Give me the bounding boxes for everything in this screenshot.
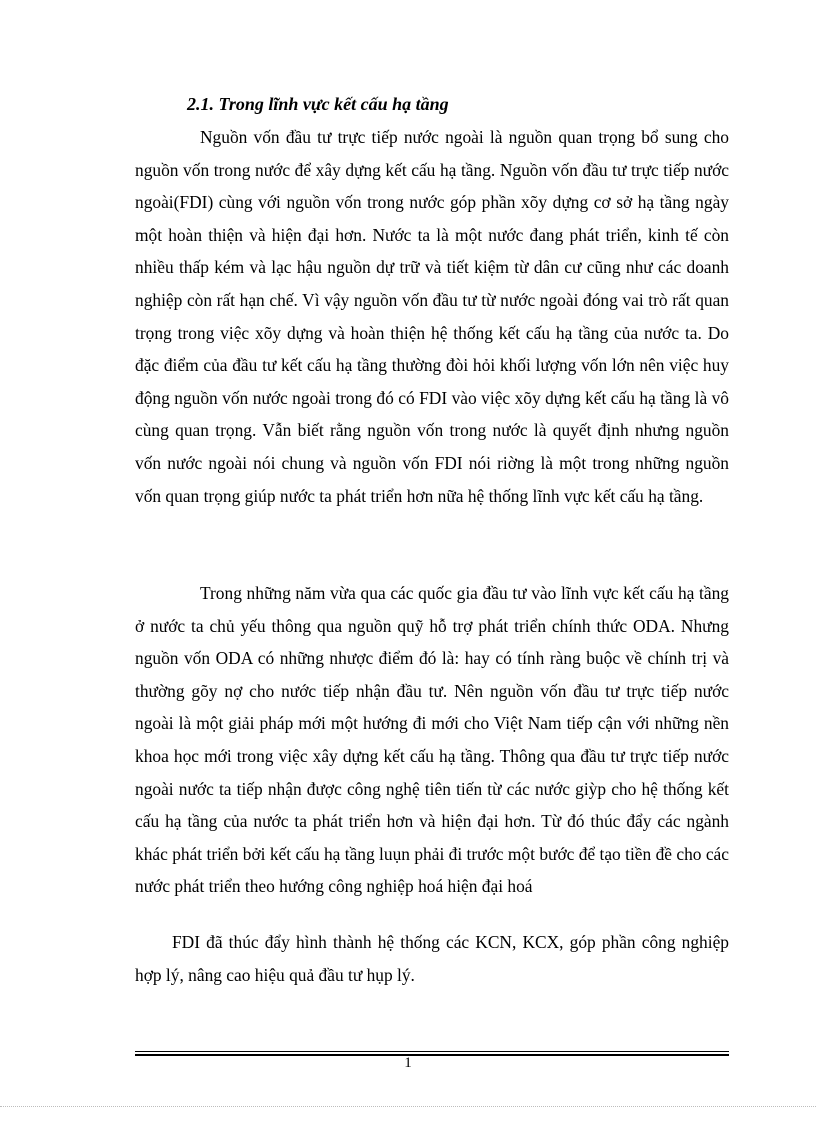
paragraph-text: FDI đã thúc đẩy hình thành hệ thống các KCN, KCX, góp phần công nghiệp hợp lý, nâng cao hiệu quả đầu tư hụp lý. xyxy=(135,932,729,985)
page-number: 1 xyxy=(404,1055,412,1071)
paragraph-infrastructure-funding xyxy=(135,121,729,512)
paragraph-text: Nguồn vốn đầu tư trực tiếp nước ngoài là nguồn quan trọng bổ sung cho nguồn vốn trong nước để xây dựng kết cấu hạ tầng. Nguồn vốn đầu tư trực tiếp nước ngoài(FDI) cùng với nguồn vốn trong nước góp phần xõy dựng cơ sở hạ tầng ngày một hoàn thiện và hiện đại hơn. Nước ta là một nước đang phát triển, kinh tế còn nhiều thấp kém và lạc hậu nguồn dự trữ và tiết kiệm từ dân cư cũng như các doanh nghiệp còn rất hạn chế. Vì vậy nguồn vốn đầu tư từ nước ngoài đóng vai trò rất quan trọng trong việc xõy dựng và hoàn thiện hệ thống kết cấu hạ tầng của nước ta. Do đặc điểm của đầu tư kết cấu hạ tầng thường đòi hỏi khối lượng vốn lớn nên việc huy động nguồn vốn nước ngoài trong đó có FDI vào việc xõy dựng kết cấu hạ tầng là vô cùng quan trọng. Vẫn biết rằng nguồn vốn trong nước là quyết định nhưng nguồn vốn nước ngoài nói chung và nguồn vốn FDI nói riờng là một trong những nguồn vốn quan trọng giúp nước ta phát triển hơn nữa hệ thống lĩnh vực kết cấu hạ tầng. xyxy=(135,127,729,506)
paragraph-text: Trong những năm vừa qua các quốc gia đầu tư vào lĩnh vực kết cấu hạ tầng ở nước ta chủ yếu thông qua nguồn quỹ hỗ trợ phát triển chính thức ODA. Nhưng nguồn vốn ODA có những nhược điểm đó là: hay có tính ràng buộc về chính trị và thường gõy nợ cho nước tiếp nhận đầu tư. Nên nguồn vốn đầu tư trực tiếp nước ngoài là một giải pháp mới một hướng đi mới cho Việt Nam tiếp cận với những nền khoa học mới trong việc xây dựng kết cấu hạ tầng. Thông qua đầu tư trực tiếp nước ngoài nước ta tiếp nhận được công nghệ tiên tiến từ các nước giỳp cho hệ thống kết cấu hạ tầng của nước ta phát triển hơn và hiện đại hơn. Từ đó thúc đẩy các ngành khác phát triển bởi kết cấu hạ tầng luụn phải đi trước một bước để tạo tiền đề cho các nước phát triển theo hướng công nghiệp hoá hiện đại hoá xyxy=(135,583,729,897)
paragraph-industrial-zones xyxy=(135,926,729,991)
paragraph-oda-comparison xyxy=(135,577,729,903)
section-heading: 2.1. Trong lĩnh vực kết cấu hạ tầng xyxy=(187,94,449,114)
page-edge-divider xyxy=(0,1106,816,1107)
footer-rule-thin xyxy=(135,1051,729,1052)
